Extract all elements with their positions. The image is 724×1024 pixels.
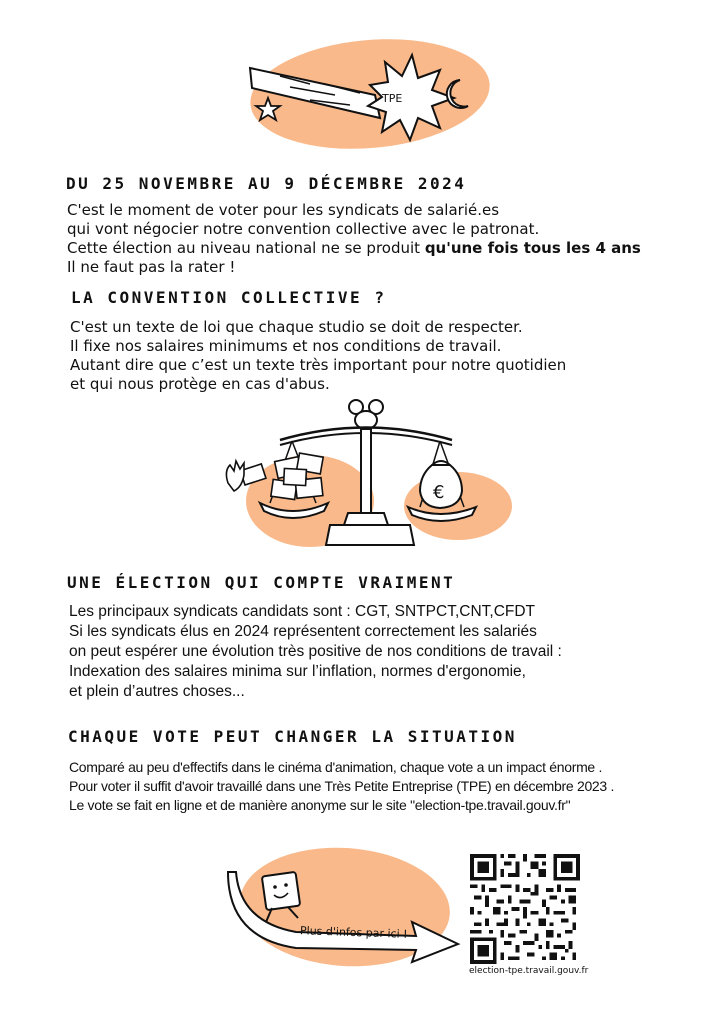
qr-code[interactable] <box>470 854 580 964</box>
paragraph-line <box>67 239 641 258</box>
section-convention-text <box>70 318 566 394</box>
paragraph-line: Autant dire que c’est un texte très important pour notre quotidien <box>70 356 567 374</box>
paragraph-line: Pour voter il suffit d'avoir travaillé dans une Très Petite Entreprise (TPE) en décembre 2023 . <box>69 778 615 794</box>
paragraph-line: et plein d’autres choses... <box>69 683 245 700</box>
paragraph-line: Les principaux syndicats candidats sont : CGT, SNTPCT,CNT,CFDT <box>69 603 536 620</box>
balance-scale-illustration <box>220 395 520 555</box>
curved-arrow-illustration <box>226 852 466 972</box>
section-heading-dates: DU 25 NOVEMBRE AU 9 DÉCEMBRE 2024 <box>66 174 467 193</box>
paragraph-line: Si les syndicats élus en 2024 représentent correctement les salariés <box>69 623 537 640</box>
paragraph-line: Le vote se fait en ligne et de manière anonyme sur le site "election-tpe.travail.gouv.fr" <box>69 797 571 813</box>
paragraph-line: et qui nous protège en cas d'abus. <box>70 375 330 393</box>
paragraph-line: C'est un texte de loi que chaque studio se doit de respecter. <box>70 318 523 336</box>
paragraph-line: qui vont négocier notre convention collective avec le patronat. <box>67 220 540 238</box>
paragraph-line: Il fixe nos salaires minimums et nos conditions de travail. <box>70 337 502 355</box>
comet-star-illustration <box>240 40 500 150</box>
paragraph-line: Indexation des salaires minima sur l’inflation, normes d'ergonomie, <box>69 663 526 680</box>
paragraph-line: on peut espérer une évolution très positive de nos conditions de travail : <box>69 643 562 660</box>
qr-code-image <box>470 854 580 964</box>
section-heading-election: UNE ÉLECTION QUI COMPTE VRAIMENT <box>67 573 456 592</box>
emphasis-text: qu'une fois tous les 4 ans <box>424 239 641 257</box>
section-heading-vote: CHAQUE VOTE PEUT CHANGER LA SITUATION <box>68 727 517 746</box>
comet-label: TPE <box>382 92 403 105</box>
paragraph-line: Comparé au peu d'effectifs dans le cinéma d'animation, chaque vote a un impact énorme . <box>69 759 603 775</box>
qr-caption-url[interactable]: election-tpe.travail.gouv.fr <box>469 966 589 976</box>
paragraph-line: C'est le moment de voter pour les syndicats de salarié.es <box>67 201 500 219</box>
section-dates-text <box>67 201 641 277</box>
section-heading-convention: LA CONVENTION COLLECTIVE ? <box>71 288 387 307</box>
euro-symbol: € <box>433 482 445 503</box>
arrow-info-label[interactable]: Plus d'infos par ici ! <box>299 924 408 941</box>
paragraph-line-start: Cette élection au niveau national ne se produit <box>67 239 425 257</box>
paragraph-line: Il ne faut pas la rater ! <box>67 258 236 276</box>
section-vote-text <box>69 758 614 815</box>
section-election-text <box>69 602 562 702</box>
